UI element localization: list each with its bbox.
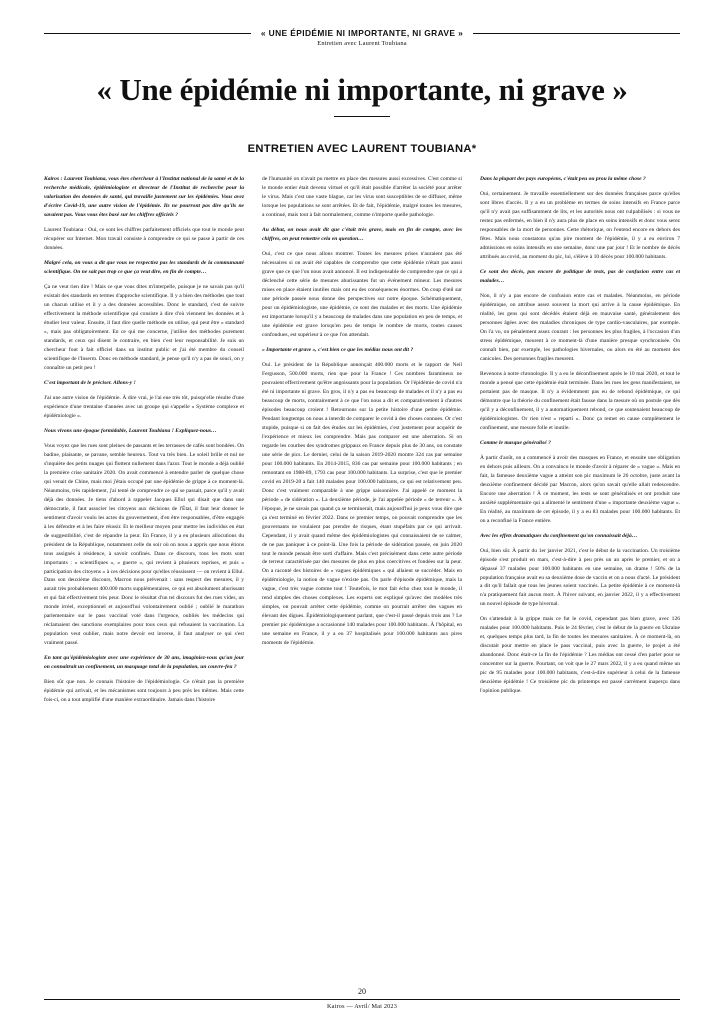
article-paragraph: J'ai une autre vision de l'épidémie. À dire vrai, je l'ai eue très tôt, puisqu'elle résulte d'une expérience d'une trentaine d'années avec un groupe qui s'appelle « Système complexe et épidémiologie ». — [44, 394, 244, 419]
interview-question: En tant qu'épidémiologiste avec une expérience de 30 ans, imaginiez-vous qu'un jour on connaîtrait un confinement, un masquage total de la population, un couvre-feu ? — [44, 655, 244, 671]
running-head-subtitle: Entretien avec Laurent Toubiana — [317, 40, 407, 47]
article-kicker: ENTRETIEN AVEC LAURENT TOUBIANA* — [247, 143, 477, 156]
article-paragraph: Oui. Le président de la République annonçait 400.000 morts et le rapport de Neil Fergusson, 500.000 morts, rien que pour la France ! Ces nombres faramineux ne pouvaient effectivement qu'être angoissants pour la population. Or l'épidémie de covid n'a été ni importante ni grave. En gros, il n'y a pas eu beaucoup de malades et il n'y a pas eu beaucoup de morts, contrairement à ce que l'on nous a dit et comparativement à d'autres épisodes beaucoup croient ! Retournons sur la petite histoire d'une petite épidémie. Pendant longtemps on nous a interdit de comparer le covid à des choses connues. Or c'est stupide, puisque si on fait des études sur les épidémies, c'est justement pour acquérir de l'expérience et mieux les comprendre. Mais pas comparer est une aberration. Si on regarde les courbes des syndromes grippaux en France depuis plus de 30 ans, on constate une série de pics. Le dernier, celui de la saison 2019-2020 montre 324 cas par semaine pour 100.000 habitants. En 2014-2015, 836 cas par semaine pour 100.000 habitants ; en remontant en 1988-89, 1793 cas pour 100.000 habitants. La surprise, c'est que le premier covid en 2019-20 a fait 140 malades pour 100.000 habitants, ce qui est relativement peu. Donc c'est vraiment comparable à une grippe saisonnière. J'ai appelé ce moment la période « de sidération ». La deuxième période, je l'ai appelée période « de terreur ». À l'époque, je ne savais pas quand ça se terminerait, mais aujourd'hui je peux vous dire que ça s'est terminé en février 2022. Dans ce premier temps, on pouvait comprendre que les gouvernants ne voulaient pas prendre de risques, étant stupéfaits par ce qui arrivait. Cependant, il y avait quand même des épidémiologistes qui connaissaient de se calmer, de ne pas paniquer à ce point-là. Une fois la période de sidération passée, en juin 2020 tout le monde pensait être sorti d'affaire. Mais c'est précisément dans cette autre période de terreur caractérisée par des mesures de plus en plus coercitives et fondées sur la peur. On a raconté des histoires de « vagues épidémiques » qui allaient se succéder. Mais en épidémiologie, la notion de vague n'existe pas. On parle d'épisode épidémique, mais la vague, c'est très vague comme tout ! Toutefois, le mot fait écho chez tout le monde, il rend simples des choses complexes. Les experts ont expliqué qu'avec des modèles très simples, on pouvait arrêter cette épidémie, comme on pourrait arrêter des vagues en élevant des digues. Épidémiologiquement parlant, que c'est-il passé depuis trois ans ? Le premier pic épidémique a occasionné 140 malades pour 100.000 habitants. À l'hôpital, en une semaine en France, il y a eu 37 hospitalisés pour 100.000 habitants aux pires moments de l'épidémie. — [262, 361, 462, 647]
article-paragraph: Bien sûr que non. Je connais l'histoire de l'épidémiologie. Ce n'était pas la première épidémie qui arrivait, et les mécanismes sont toujours à peu près les mêmes. Mais cette fois-ci, on a tout amplifié d'une manière extraordinaire. Jamais dans l'histoire — [44, 679, 244, 704]
footer-imprint: Kairos — Avril/ Mai 2023 — [327, 1003, 397, 1010]
article-paragraph: Oui, certainement. Je travaille essentiellement sur des données françaises parce qu'elles sont libres d'accès. Il y a eu un problème en termes de soins intensifs en France parce qu'il n'y avait pas suffisamment de lits, et les autorités nous ont culpabilisés : si vous ne restez pas enfermés, en bien il n'y aura plus de place en soins intensifs et donc vous serez responsables de la mort de personnes. Cette rhétorique, on l'entend encore en dehors des fêtes. Mais nous constatons qu'au pire moment de l'épidémie, il y a eu environ 7 admissions en soins intensifs en une semaine, donc une par jour ! Et le nombre de décès attribués au covid, au moment du pic, lui, s'élève à 10 décès pour 100.000 habitants. — [480, 191, 680, 260]
interview-question: « Importante et grave », c'est bien ce que les médias nous ont dit ? — [262, 346, 414, 353]
page-title: « Une épidémie ni importante, ni grave » — [96, 72, 628, 107]
interview-question: Ce sont des décès, pas encore de politique de tests, pas de confusion entre cas et malades… — [480, 268, 680, 284]
article-paragraph: Vous voyez que les rues sont pleines de passants et les terrasses de cafés sont bondées. On badine, plaisante, se pavane, semble heureux. Tout va très bien. Le soleil brille et nul ne s'inquiète des petits nuages qui flottent nullement dans l'azur. Tout le monde a déjà oublié la première crise sanitaire 2020. On avait commencé à entendre parler de quelque chose qui venait de Chine, mais moi j'étais occupé par une épidémie de grippe à ce moment-là. Néanmoins, très rapidement, j'ai tenté de comprendre ce qui se passait, parce qu'il y avait déjà des données. Je tiens d'abord à rappeler Jacques Ellul qui disait que dans une démocratie, il faut associer les citoyens aux décisions de l'État, il faut leur donner le sentiment d'avoir voulu les actes du gouvernement, d'en être responsables, d'être engagés à les défendre et à les faire réussir. Et le meilleur moyen pour mettre les individus en état de suggestibilité, c'est de répandre la peur. En France, il y a eu plusieurs allocutions du président de la République, notamment celle du soir où on nous a appris que nous étions tous assignés à résidence, à savoir confinés. Dans ce discours, tous les mots sont importants : « scientifiques », « guerre », qui revient à plusieurs reprises, et puis « participation des citoyens » à ces décisions pour qu'elles réussissent — on revient à Ellul. Dans son deuxième discours, Macron nous prévenait : sans respect des mesures, il y aurait très probablement 400.000 morts supplémentaires, ce qui est absolument ahurissant et qui fait effectivement très peur. Donc le résultat d'un tel discours fut des rues vides, un monde irréel, exceptionnel et aujourd'hui volontairement oublié ; oublié le marathon parlementaire sur le pass vaccinal voté dans l'urgence, oubliés les médecins qui réclamaient des sanctions exemplaires pour tous ceux qui refusaient la vaccination. La population veut oublier, mais notre devoir est inverse, il faut analyser ce qui s'est vraiment passé. — [44, 442, 244, 647]
interview-question: Nous vivons une époque formidable, Laurent Toubiana ! Expliquez-nous… — [44, 427, 217, 434]
footer-rule — [44, 999, 680, 1000]
interview-question: Dans la plupart des pays européens, c'était peu ou prou la même chose ? — [480, 176, 646, 183]
article-paragraph: Revenons à notre chronologie. Il y a eu le déconfinement après le 10 mai 2020, et tout le monde a pensé que cette épidémie était terminée. Dans les rues les gens manifestaient, ne portaient pas de masque. Il n'y a évidemment pas eu de rebond épidémique, ce qui démontre que la théorie du confinement était fausse dans la mesure où on postule que dès qu'il y a déconfinement, il y a automatiquement rebond, ce que soutenaient beaucoup de épidémiologistes. Or rien n'est « reparti ». Donc ça remet en cause complètement le confinement, une mesure folle et inutile. — [480, 370, 680, 431]
interview-question: Kairos : Laurent Toubiana, vous êtes chercheur à l'Institut national de la santé et de la recherche médicale, épidémiologiste et directeur de l'Institut de recherche pour la valorisation des données de santé, qui travaille justement sur les épidémies. Vous avez d'écrire Covid-19, une autre vision de l'épidémie. Ils ne pourront pas dire qu'ils ne savaient pas. Vous vous êtes basé sur les chiffres officiels ? — [44, 176, 244, 219]
column-3 — [480, 175, 680, 702]
column-1 — [44, 175, 244, 711]
runhead-title: « UNE ÉPIDÉMIE NI IMPORTANTE, NI GRAVE » — [260, 28, 464, 38]
interview-question: Au début, on nous avait dit que c'était très grave, mais en fin de compte, avec les chiffres, on peut remettre cela en question… — [262, 227, 462, 243]
article-paragraph: À partir d'août, on a commencé à avoir des masques en France, et ensuite une obligation en dehors puis ailleurs. On a convaincu le monde d'avoir à réparer de « vague ». Mais en fait, la fameuse deuxième vague a atteint son pic maximum le 26 octobre, juste avant la deuxième confinement décidé par Macron, alors qu'on savait qu'elle allait redescendre. Encore une aberration ! À ce moment, les tests se sont généralisés et ont produit une anxiété supplémentaire qui a alimenté le sentiment d'une « importante deuxième vague ». En réalité, au maximum de cet épisode, il y a eu 83 malades pour 100.000 habitants. Et on a reconfiné la France entière. — [480, 454, 680, 524]
interview-question: C'est important de le préciser. Allons-y ! — [44, 379, 136, 386]
interview-question: Avec les effets dramatiques du confinement qu'on connaissait déjà… — [480, 532, 638, 539]
article-paragraph: Oui, c'est ce que nous allons montrer. Toutes les mesures prises n'auraient pas été nécessaires si on avait été capables de comprendre que cette épidémie n'était pas aussi grave que ce que l'on nous avait annoncé. Il est indispensable de comprendre que ce qui a déclenché cette série de mesures ahurissantes fut un événement mineur. Les mesures mises en place étaient inutiles mais ont eu des conséquences énormes. On coup d'œil sur une période passée nous donne des perspectives sur notre époque. Schématiquement, pour un épidémiologiste, une épidémie, ce sont des malades et des morts. Une épidémie est importante lorsqu'il y a beaucoup de malades dans une population en peu de temps, et une épidémie est grave lorsqu'en peu de temps le nombre de morts, toutes causes confondues, est supérieur à ce que l'on attendait. — [262, 251, 462, 338]
running-head — [44, 28, 680, 38]
article-paragraph: On s'attendait à la grippe mais ce fut le covid, cependant pas bien grave, avec 126 malades pour 100.000 habitants. Puis le 24 février, c'est le début de la guerre en Ukraine et, quelques temps plus tard, la fin de toutes les mesures sanitaires. À ce moment-là, on discutait pour mettre en place le pass vaccinal, puis avec la guerre, le projet a été abandonné. Donc était-ce la fin de l'épidémie ? Les médias ont cessé d'en parler pour se concentrer sur la guerre. Pourtant, on voit que le 27 mars 2022, il y a eu quand même un pic de 95 malades pour 100.000 habitants, c'est-à-dire supérieur à celui de la fameuse deuxième épidémie ! Ce troisième pic du printemps est passé carrément inaperçu dans l'opinion publique. — [480, 616, 680, 695]
article-paragraph: Non, il n'y a pas encore de confusion entre cas et malades. Néanmoins, en période épidémique, on attribue assez souvent la mort qui arrive à la cause épidémique. En réalité, les gens qui sont décédés étaient déjà en mauvaise santé, généralement des personnes âgées avec des maladies chroniques de type cardio-vasculaires, par exemple. On l'a vu, on pénalement assez courant : les personnes les plus fragiles, à l'occasion d'un stress épidémique, meurent à ce moment-là d'une manière presque synchronisée. On connaît bien, par exemple, les pathologies hivernales, ou alors en été au moment des canicules. Des personnes fragiles meurent. — [480, 292, 680, 362]
column-2 — [262, 175, 462, 654]
runhead-rule-left — [44, 33, 251, 34]
page-footer — [44, 987, 680, 1010]
runhead-rule-right — [473, 33, 680, 34]
article-paragraph: de l'humanité on n'avait pu mettre en place des mesures aussi excessives. C'est comme si le monde entier était devenu virtuel et qu'il était possible d'arrêter la société pour arrêter le virus. Mais c'est une vaste blague, car les virus sont susceptibles de se diffuser, même lorsque les populations se sont arrêtées. Et de fait, l'épidémie, malgré toutes les mesures, a continué, mais tout à fait normalement, comme n'importe quelle pathologie. — [262, 176, 462, 219]
interview-question: Malgré cela, on vous a dit que vous ne respectiez pas les standards de la communauté scientifique. On ne sait pas trop ce que ça veut dire, en fin de compte… — [44, 259, 244, 275]
article-paragraph: Oui, bien sûr. À partir du 1er janvier 2021, c'est le début de la vaccination. Un troisième épisode s'est produit en mars, c'est-à-dire à peu près un an après le premier, et on a dépassé 37 malades pour 100.000 habitants en une semaine, un drame ! 50% de la population française avait eu sa deuxième dose de vaccin et on a nous d'acté. Le président a dit qu'il fallait que tous les jeunes soient vaccinés. La petite épidémie à ce moment-là n'a pratiquement fait aucun mort. À l'hiver suivant, en janvier 2022, il y a effectivement un nouvel épisode de type hivernal. — [480, 547, 680, 608]
article-columns — [44, 175, 680, 711]
title-divider — [334, 116, 390, 117]
article-paragraph: Laurent Toubiana : Oui, ce sont les chiffres parfaitement officiels que tout le monde peut récupérer sur Internet. Mon travail consiste à comprendre ce qui se passe à partir de ces données. — [44, 227, 244, 251]
folio-number: 20 — [358, 987, 366, 996]
interview-question: Comme le masque généralisé ? — [480, 439, 551, 446]
article-paragraph: Ça ne veut rien dire ! Mais ce que vous dites m'interpelle, puisque je ne savais pas qu'il existait des standards en termes d'approche scientifique. Il y a bien des méthodes que tout un chacun utilise et il y a des données accessibles. Donc le standard, c'est de suivre effectivement la méthode scientifique qui consiste à dire d'où viennent les données et à étudier leur valeur. Ensuite, il faut dire quelle méthode on utilise, qui peut être « standard », mais pas obligatoirement. En ce qui me concerne, j'utilise des méthodes purement standards, et ceux qui disent le contraire, en bien c'est leur responsabilité. Je suis un chercheur fout à fait officiel dans un institut public et j'ai été membre du conseil scientifique de l'Inserm. Donc en méthode standard, je pense qu'il n'y a pas de souci, on y connaître un petit peu ! — [44, 283, 244, 371]
